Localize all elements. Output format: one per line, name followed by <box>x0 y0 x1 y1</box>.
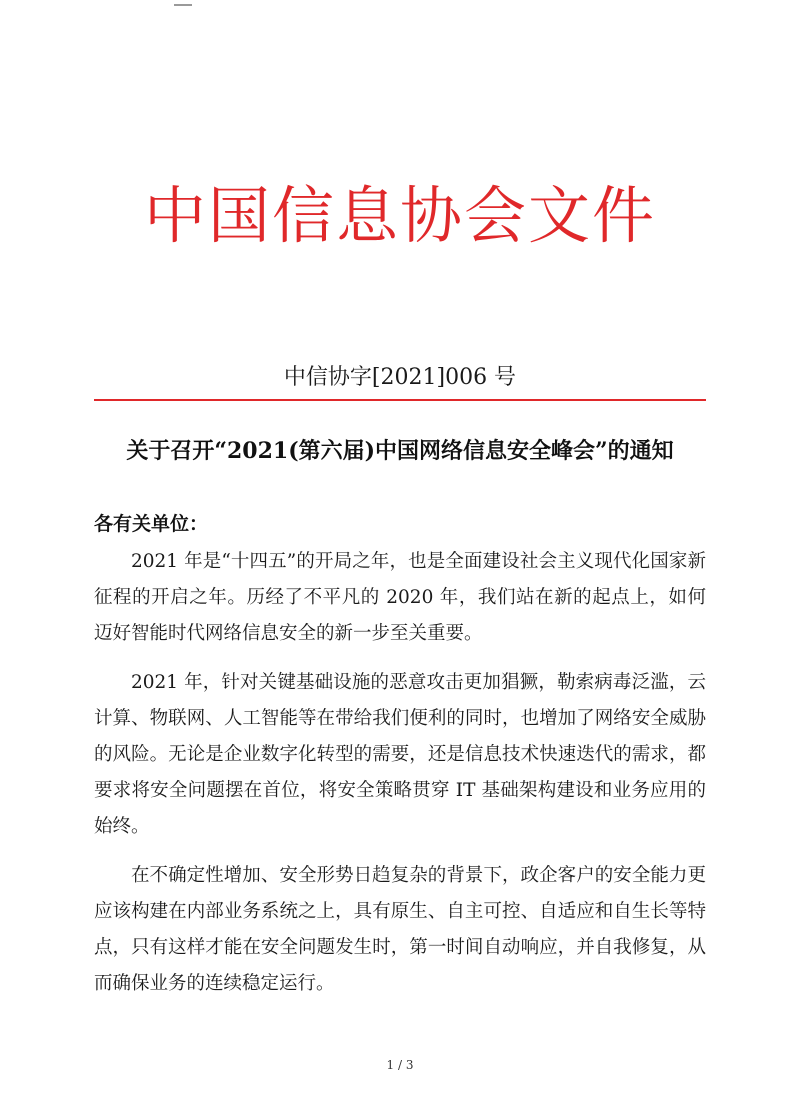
document-number: 中信协字[2021]006 号 <box>283 365 517 390</box>
salutation: 各有关单位： <box>94 513 209 535</box>
scan-mark <box>174 4 192 6</box>
notice-title: 关于召开“2021(第六届)中国网络信息安全峰会”的通知 <box>126 438 674 464</box>
paragraph-1: 2021 年是“十四五”的开局之年，也是全面建设社会主义现代化国家新征程的开启之年。历经了不平凡的 2020 年，我们站在新的起点上，如何迈好智能时代网络信息安全的新一步至关重要。 <box>94 551 706 644</box>
red-divider-line <box>94 399 706 401</box>
paragraph-3: 在不确定性增加、安全形势日趋复杂的背景下，政企客户的安全能力更应该构建在内部业务系统之上，具有原生、自主可控、自适应和自生长等特点，只有这样才能在安全问题发生时，第一时间自动响应，并自我修复，从而确保业务的连续稳定运行。 <box>94 865 706 994</box>
body-text <box>94 544 706 1015</box>
page-number: 1 / 3 <box>386 1058 414 1072</box>
document-header-title: 中国信息协会文件 <box>143 179 656 252</box>
paragraph-2: 2021 年，针对关键基础设施的恶意攻击更加猖獗，勒索病毒泛滥，云计算、物联网、人工智能等在带给我们便利的同时，也增加了网络安全威胁的风险。无论是企业数字化转型的需要，还是信息技术快速迭代的需求，都要求将安全问题摆在首位，将安全策略贯穿 IT 基础架构建设和业务应用的始终。 <box>94 672 706 837</box>
